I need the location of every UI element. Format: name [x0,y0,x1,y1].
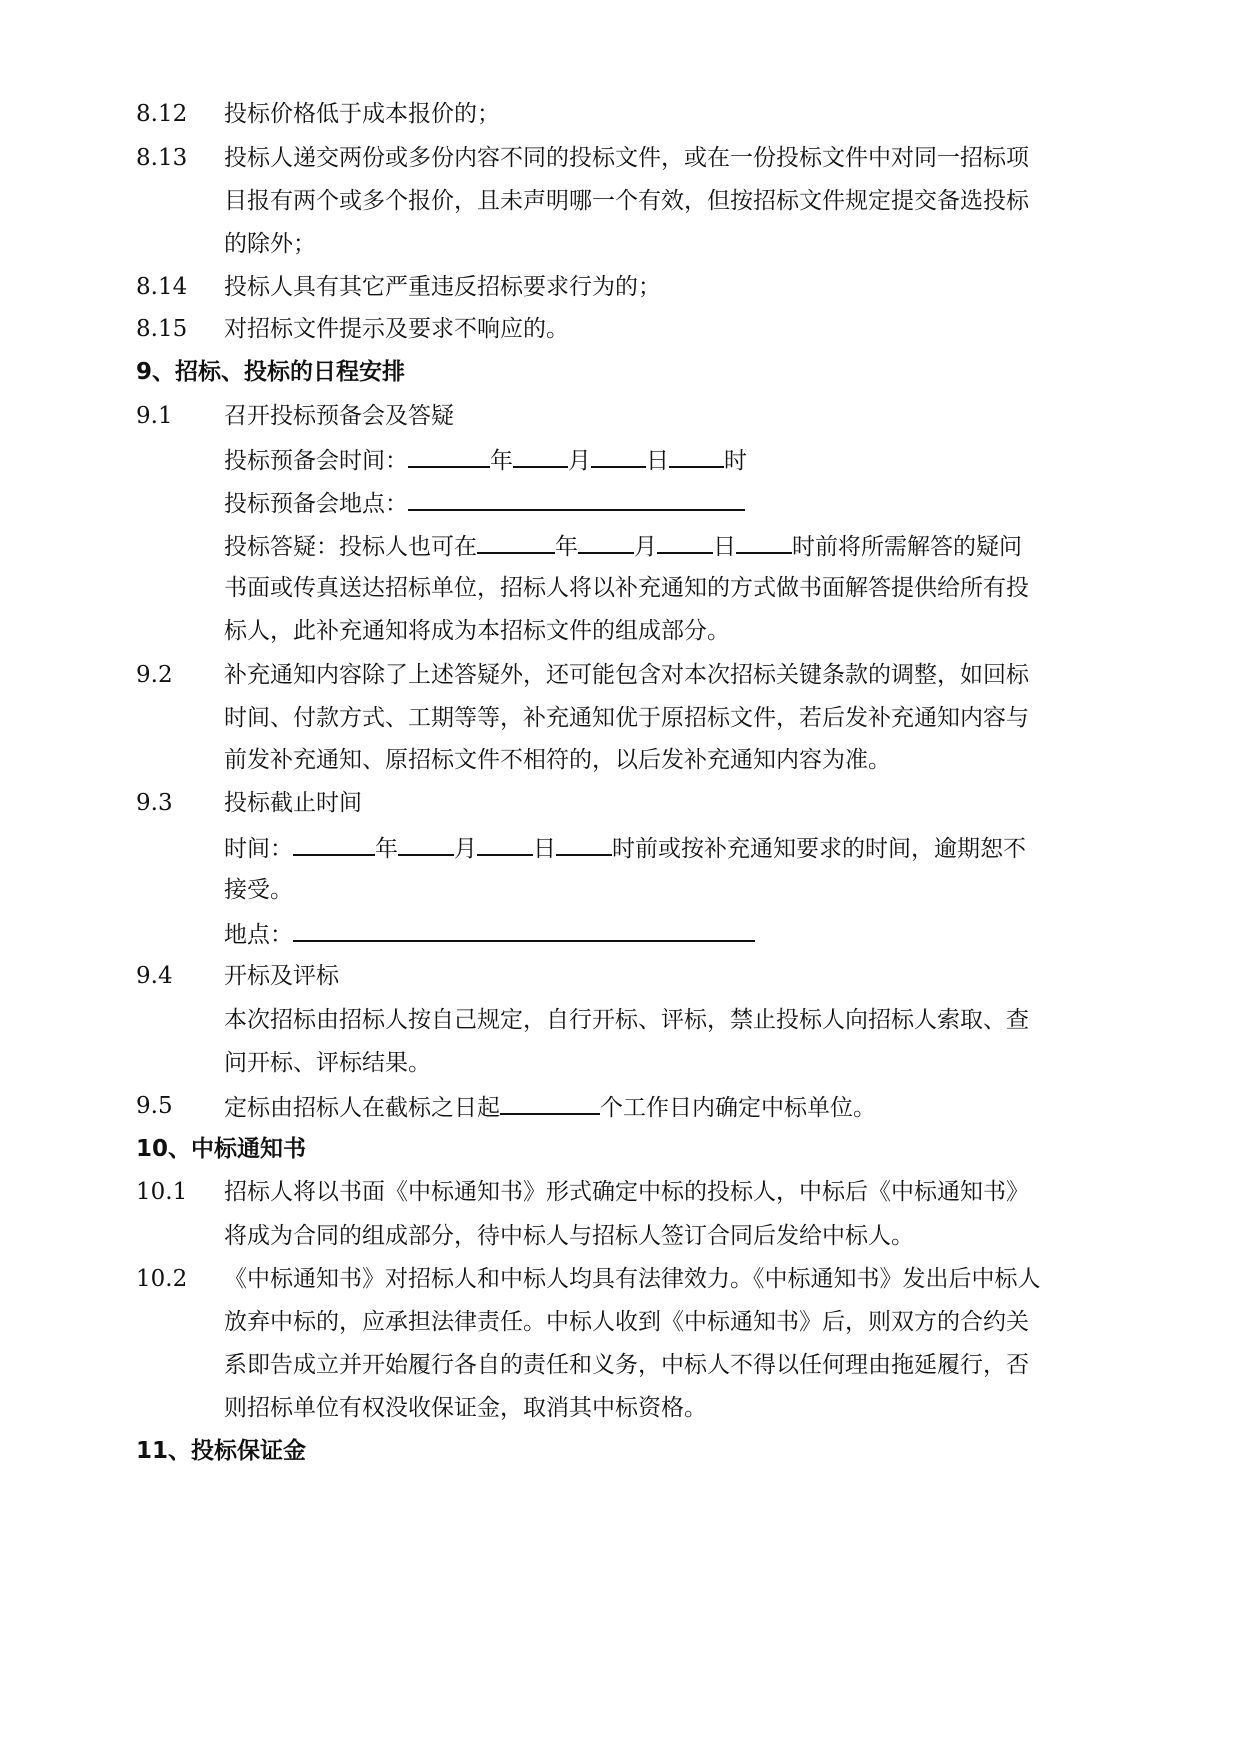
clause-text: 将成为合同的组成部分，待中标人与招标人签订合同后发给中标人。 [224,1223,914,1249]
blank-field[interactable] [591,444,646,468]
deadline-time-line: 时间： 年 月 日 时前或按补充通知要求的时间，逾期恕不 [224,832,1026,864]
clause-text: 问开标、评标结果。 [224,1050,431,1076]
clause-text: 标人，此补充通知将成为本招标文件的组成部分。 [224,618,730,644]
clause-text: 系即告成立并开始履行各自的责任和义务，中标人不得以任何理由拖延履行，否 [224,1352,1029,1378]
award-line: 定标由招标人在截标之日起 个工作日内确定中标单位。 [224,1091,876,1123]
meeting-place-line [224,487,745,519]
field-label: 投标预备会地点： [224,491,408,517]
clause-text: 投标人递交两份或多份内容不同的投标文件，或在一份投标文件中对同一招标项 [224,145,1029,171]
blank-field[interactable] [513,444,568,468]
field-label: 时间： [224,836,293,862]
clause-text: 前发补充通知、原招标文件不相符的，以后发补充通知内容为准。 [224,747,891,773]
blank-field[interactable] [477,530,555,554]
deadline-place-line [224,918,755,950]
blank-field[interactable] [500,1091,600,1115]
field-label: 投标预备会时间： [224,448,408,474]
blank-field[interactable] [293,832,375,856]
section-heading: 9、招标、投标的日程安排 [136,359,406,385]
clause-number: 10.2 [136,1266,188,1292]
clause-text: 《中标通知书》对招标人和中标人均具有法律效力。《中标通知书》发出后中标人 [224,1266,1041,1292]
blank-field[interactable] [408,487,745,511]
clause-number: 8.12 [136,101,188,127]
clause-text: 招标人将以书面《中标通知书》形式确定中标的投标人，中标后《中标通知书》 [224,1179,1029,1205]
clause-number: 10.1 [136,1179,188,1205]
blank-field[interactable] [556,832,612,856]
clause-text: 对招标文件提示及要求不响应的。 [224,316,569,342]
blank-field[interactable] [293,918,755,942]
clause-text: 书面或传真送达招标单位，招标人将以补充通知的方式做书面解答提供给所有投 [224,575,1029,601]
clause-title: 召开投标预备会及答疑 [224,403,454,429]
clause-number: 8.15 [136,316,188,342]
section-heading: 10、中标通知书 [136,1136,307,1162]
clause-text: 放弃中标的，应承担法律责任。中标人收到《中标通知书》后，则双方的合约关 [224,1309,1029,1335]
clause-title: 开标及评标 [224,963,339,989]
clause-text: 投标价格低于成本报价的； [224,101,500,127]
clause-text: 则招标单位有权没收保证金，取消其中标资格。 [224,1395,707,1421]
clause-number: 9.2 [136,662,173,688]
clause-text: 目报有两个或多个报价，且未声明哪一个有效，但按招标文件规定提交备选投标 [224,188,1029,214]
blank-field[interactable] [408,444,490,468]
clause-number: 9.1 [136,403,173,429]
clause-title: 投标截止时间 [224,790,362,816]
blank-field[interactable] [578,530,634,554]
clause-number: 8.14 [136,274,188,300]
qa-line: 投标答疑：投标人也可在 年 月 日 时前将所需解答的疑问 [224,530,1022,562]
clause-number: 9.3 [136,790,173,816]
meeting-time-line: 投标预备会时间： 年 月 日 时 [224,444,747,476]
clause-number: 9.4 [136,963,173,989]
clause-number: 9.5 [136,1093,173,1119]
clause-number: 8.13 [136,145,188,171]
blank-field[interactable] [477,832,533,856]
blank-field[interactable] [657,530,713,554]
blank-field[interactable] [669,444,724,468]
section-heading: 11、投标保证金 [136,1438,307,1464]
clause-text: 本次招标由招标人按自己规定，自行开标、评标，禁止投标人向招标人索取、查 [224,1007,1029,1033]
clause-text: 接受。 [224,877,293,903]
blank-field[interactable] [736,530,792,554]
blank-field[interactable] [398,832,454,856]
clause-text: 时间、付款方式、工期等等，补充通知优于原招标文件，若后发补充通知内容与 [224,705,1029,731]
clause-text: 投标人具有其它严重违反招标要求行为的； [224,274,661,300]
field-label: 地点： [224,922,293,948]
clause-text: 的除外； [224,231,316,257]
clause-text: 补充通知内容除了上述答疑外，还可能包含对本次招标关键条款的调整，如回标 [224,662,1029,688]
